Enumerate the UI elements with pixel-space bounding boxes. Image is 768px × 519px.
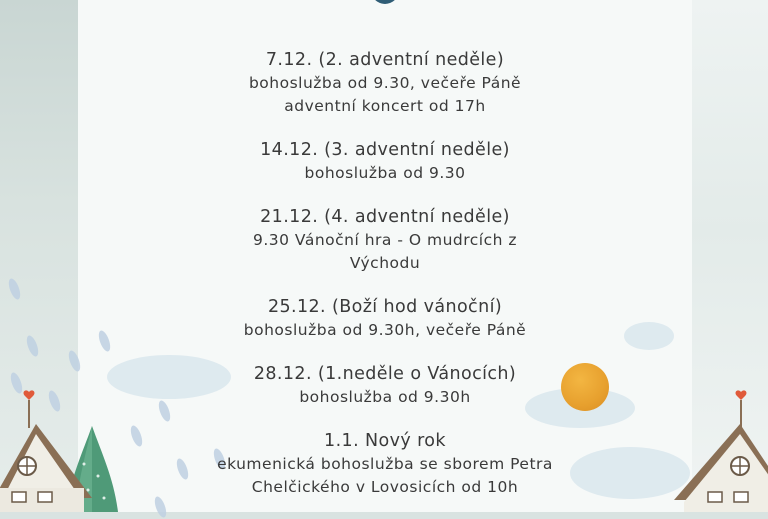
entry-title: 25.12. (Boží hod vánoční)	[267, 297, 503, 317]
entry-detail: 9.30 Vánoční hra - O mudrcích z	[252, 231, 518, 249]
schedule-entry	[78, 295, 692, 342]
entry-detail: adventní koncert od 17h	[284, 97, 486, 115]
schedule-entry	[78, 205, 692, 275]
entry-title: 21.12. (4. adventní neděle)	[260, 207, 510, 227]
entry-title: 7.12. (2. adventní neděle)	[265, 50, 505, 70]
heart-icon	[736, 390, 747, 400]
schedule-entry	[78, 138, 692, 185]
entry-detail: bohoslužba od 9.30h, večeře Páně	[243, 321, 527, 339]
schedule-list	[78, 48, 692, 519]
entry-title: 14.12. (3. adventní neděle)	[260, 140, 510, 160]
entry-title: 28.12. (1.neděle o Vánocích)	[253, 364, 517, 384]
entry-title: 1.1. Nový rok	[324, 431, 446, 451]
schedule-entry	[78, 429, 692, 499]
entry-detail: Chelčického v Lovosicích od 10h	[251, 478, 519, 496]
entry-detail: bohoslužba od 9.30	[304, 164, 466, 182]
entry-detail: ekumenická bohoslužba se sborem Petra	[217, 455, 553, 473]
schedule-entry	[78, 362, 692, 409]
heart-icon	[24, 390, 35, 400]
entry-detail: bohoslužba od 9.30h	[299, 388, 471, 406]
entry-detail: Východu	[349, 254, 421, 272]
entry-detail: bohoslužba od 9.30, večeře Páně	[248, 74, 522, 92]
schedule-entry	[78, 48, 692, 118]
